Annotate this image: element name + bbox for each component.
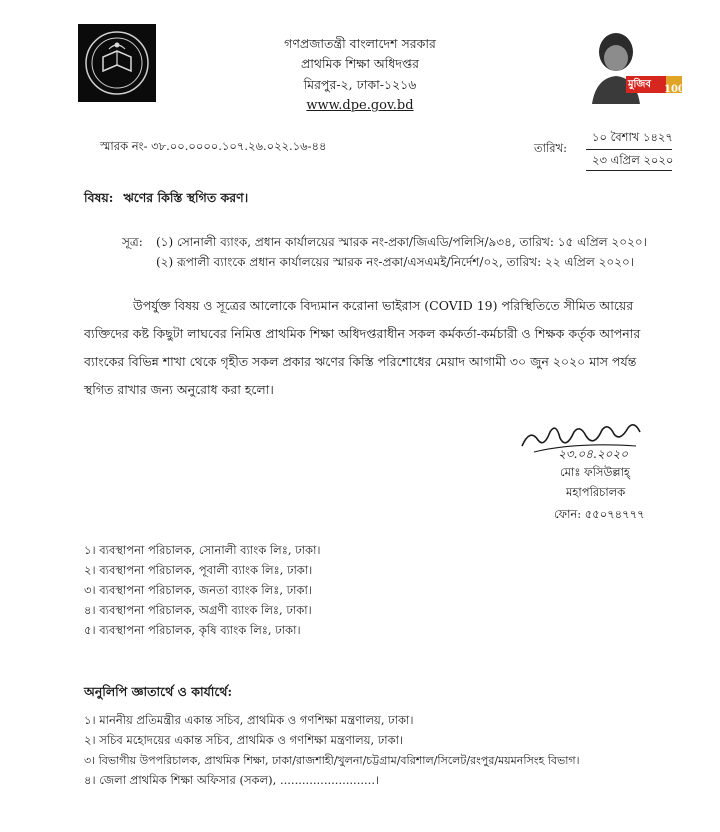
header-department: প্রাথমিক শিক্ষা অধিদপ্তর <box>300 56 420 71</box>
copy-heading: অনুলিপি জ্ঞাতার্থে ও কার্যার্থে: <box>84 684 233 699</box>
memo-ref <box>100 138 326 157</box>
mujib-badge-number: 100 <box>664 84 685 95</box>
source-item-1: (১) সোনালী ব্যাংক, প্রধান কার্যালয়ের স্মারক নং-প্রকা/জিএডি/পলিসি/৯৩৪, তারিখ: ১৫ এপ্রিল ২০২০। <box>156 235 647 249</box>
copy-item-4: ৪। জেলা প্রাথমিক শিক্ষা অফিসার (সকল), ..........................। <box>84 773 380 787</box>
dpe-seal-logo <box>78 24 156 102</box>
subject-label: বিষয়: <box>84 190 114 205</box>
header-address: মিরপুর-২, ঢাকা-১২১৬ <box>303 77 417 92</box>
date-divider <box>586 149 672 150</box>
body-line-3: ব্যাংকের বিভিন্ন শাখা থেকে গৃহীত সকল প্রকার ঋণের কিস্তি পরিশোধের মেয়াদ আগামী ৩০ জুন ২০২০ মাস পর্যন্ত <box>84 354 637 369</box>
recipient-5: ৫। ব্যবস্থাপনা পরিচালক, কৃষি ব্যাংক লিঃ, ঢাকা। <box>84 623 301 637</box>
recipient-4: ৪। ব্যবস্থাপনা পরিচালক, অগ্রণী ব্যাংক লিঃ, ঢাকা। <box>84 603 312 617</box>
mujib-badge-text: মুজিব <box>628 79 651 90</box>
signatory-phone: ফোন: ৫৫০৭৪৭৭৭ <box>554 507 645 521</box>
signatory-title: মহাপরিচালক <box>566 485 626 499</box>
date-gregorian: ২৩ এপ্রিল ২০২০ <box>592 153 674 167</box>
date-label: তারিখ: <box>534 141 568 155</box>
memo-ref-label: স্মারক নং- <box>100 139 148 153</box>
source-label: সূত্র: <box>122 235 143 249</box>
memo-ref-value: ৩৮.০০.০০০০.১০৭.২৬.০২২.১৬-৪৪ <box>151 139 327 153</box>
subject-line <box>84 190 248 210</box>
recipient-2: ২। ব্যবস্থাপনা পরিচালক, পূবালী ব্যাংক লিঃ, ঢাকা। <box>84 563 313 577</box>
header-govt: গণপ্রজাতন্ত্রী বাংলাদেশ সরকার <box>284 36 436 51</box>
date-underline <box>586 170 672 171</box>
subject-text: ঋণের কিস্তি স্থগিত করণ। <box>123 190 249 205</box>
date-bangla: ১০ বৈশাখ ১৪২৭ <box>592 130 673 144</box>
copy-item-1: ১। মাননীয় প্রতিমন্ত্রীর একান্ত সচিব, প্রাথমিক ও গণশিক্ষা মন্ত্রণালয়, ঢাকা। <box>84 713 414 727</box>
signature-date: ২৩.০৪.২০২০ <box>558 447 629 461</box>
copy-item-2: ২। সচিব মহোদয়ের একান্ত সচিব, প্রাথমিক ও গণশিক্ষা মন্ত্রণালয়, ঢাকা। <box>84 733 404 747</box>
body-line-4: স্থগিত রাখার জন্য অনুরোধ করা হলো। <box>84 382 274 397</box>
body-line-1: উপর্যুক্ত বিষয় ও সূত্রের আলোকে বিদ্যমান করোনা ভাইরাস (COVID 19) পরিস্থিতিতে সীমিত আয়ের <box>133 298 634 313</box>
header-website[interactable]: www.dpe.gov.bd <box>306 98 414 113</box>
body-line-2: ব্যক্তিদের কষ্ট কিছুটা লাঘবের নিমিত্ত প্রাথমিক শিক্ষা অধিদপ্তরাধীন সকল কর্মকর্তা-কর্মচারী ও শিক্ষক কর্তৃক আপনার <box>84 326 641 341</box>
signatory-name: মোঃ ফসিউল্লাহ্ <box>560 465 630 479</box>
copy-item-3: ৩। বিভাগীয় উপপরিচালক, প্রাথমিক শিক্ষা, ঢাকা/রাজশাহী/খুলনা/চট্টগ্রাম/বরিশাল/সিলেট/রংপুর/ময়মনসিংহ বিভাগ। <box>84 754 580 767</box>
mujib-100-logo <box>582 28 685 104</box>
recipient-3: ৩। ব্যবস্থাপনা পরিচালক, জনতা ব্যাংক লিঃ, ঢাকা। <box>84 583 313 597</box>
book-seal-icon <box>81 27 153 99</box>
recipient-1: ১। ব্যবস্থাপনা পরিচালক, সোনালী ব্যাংক লিঃ, ঢাকা। <box>84 543 321 557</box>
source-item-2: (২) রূপালী ব্যাংকে প্রধান কার্যালয়ের স্মারক নং-প্রকা/এসএমই/নির্দেশ/০২, তারিখ: ২২ এপ্রিল ২০২০। <box>156 255 635 269</box>
